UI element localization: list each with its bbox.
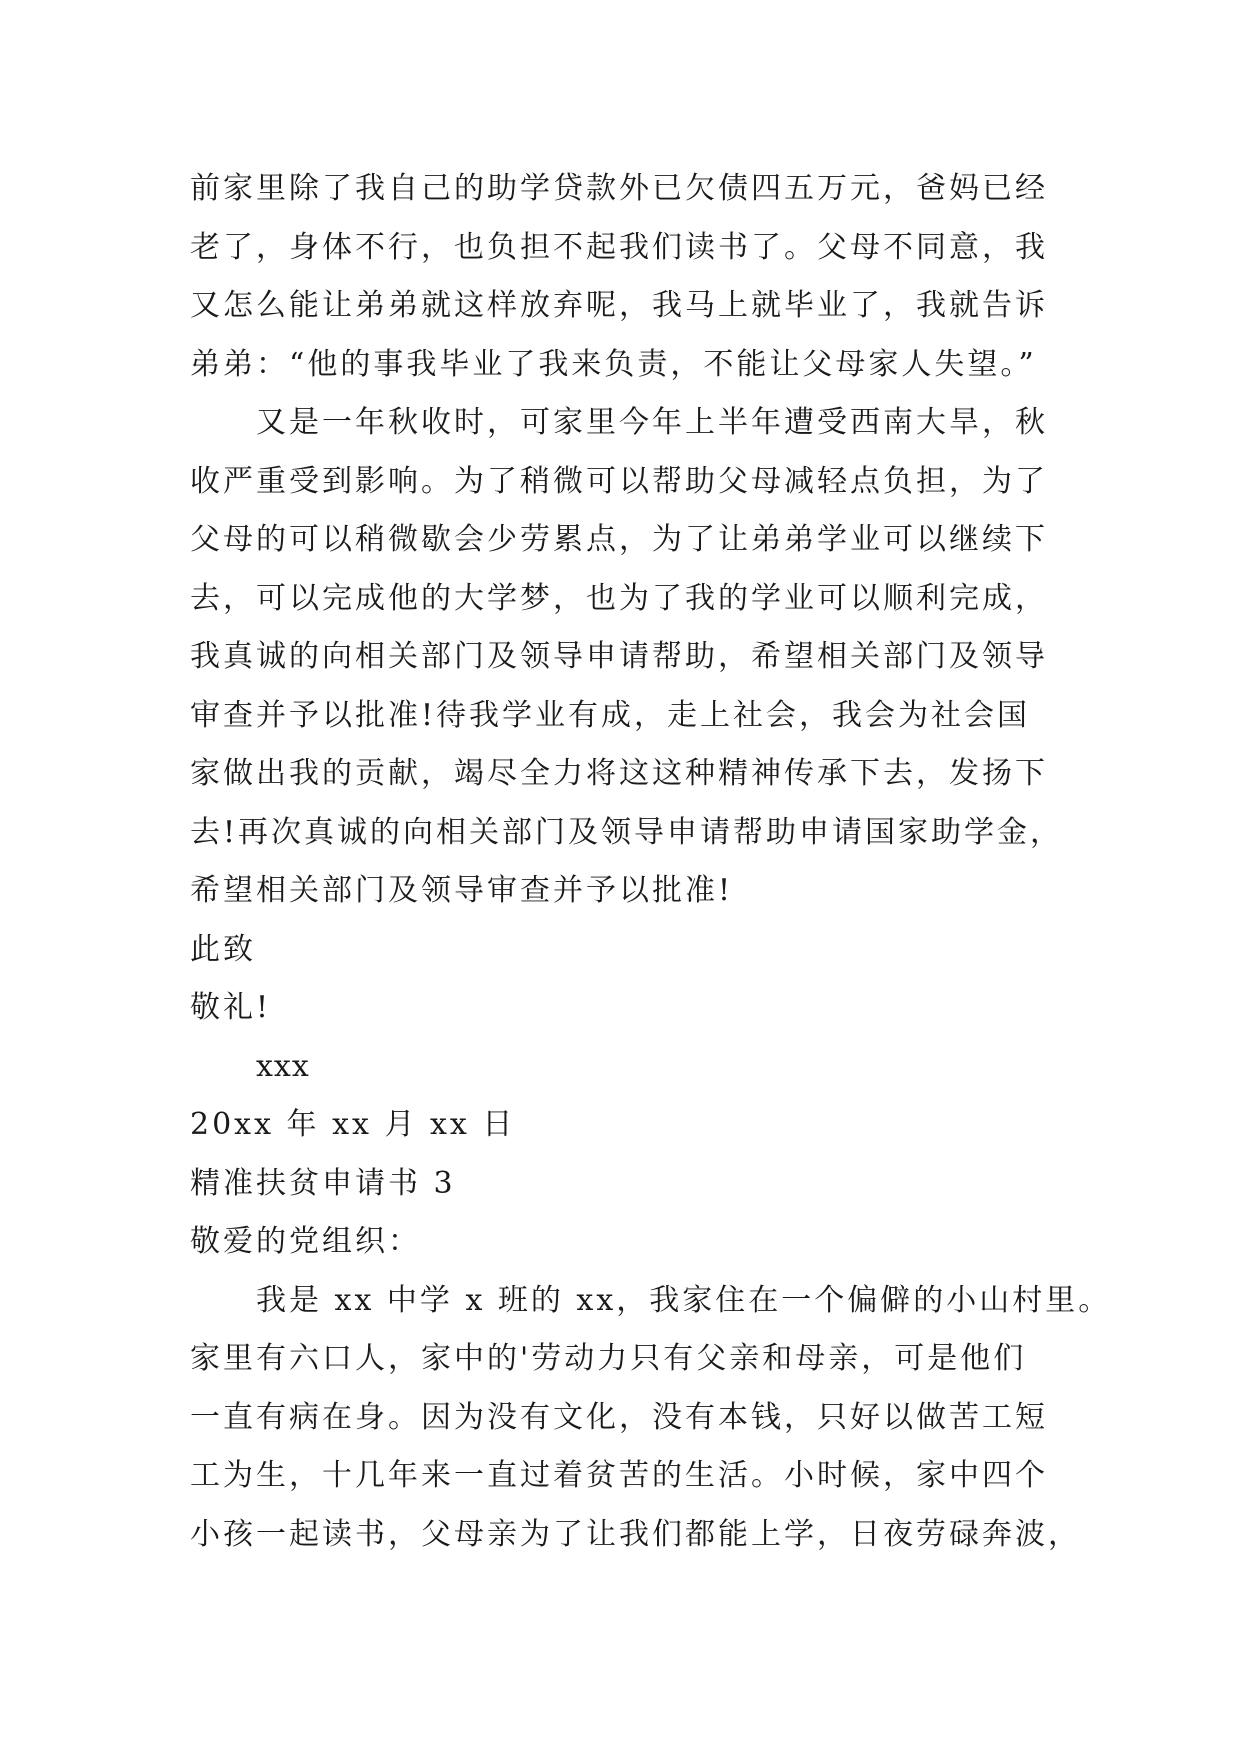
text-line: 收严重受到影响。为了稍微可以帮助父母减轻点负担，为了 <box>190 463 1048 499</box>
text-line: 去，可以完成他的大学梦，也为了我的学业可以顺利完成， <box>190 580 1048 616</box>
text-line: 家做出我的贡献，竭尽全力将这这种精神传承下去，发扬下 <box>190 756 1048 791</box>
closing-regards: 敬礼! <box>190 990 272 1025</box>
paragraph-start-line: 又是一年秋收时，可家里今年上半年遭受西南大旱，秋 <box>256 405 1048 440</box>
closing-salutation: 此致 <box>190 931 256 967</box>
section-title: 精准扶贫申请书 3 <box>190 1165 456 1201</box>
letter-greeting: 敬爱的党组织： <box>190 1224 421 1259</box>
text-line: 又怎么能让弟弟就这样放弃呢，我马上就毕业了，我就告诉 <box>190 288 1048 323</box>
signature-name: xxx <box>256 1048 310 1084</box>
text-line: 工为生，十几年来一直过着贫苦的生活。小时候，家中四个 <box>190 1458 1048 1493</box>
text-line: 前家里除了我自己的助学贷款外已欠债四五万元，爸妈已经 <box>190 171 1048 206</box>
document-body <box>190 160 1112 1564</box>
text-line: 去!再次真诚的向相关部门及领导申请帮助申请国家助学金， <box>190 814 1064 850</box>
text-line: 弟弟：“他的事我毕业了我来负责，不能让父母家人失望。” <box>190 346 1037 382</box>
text-line: 一直有病在身。因为没有文化，没有本钱，只好以做苦工短 <box>190 1399 1048 1435</box>
text-line: 希望相关部门及领导审查并予以批准! <box>190 873 734 908</box>
text-line: 小孩一起读书，父母亲为了让我们都能上学，日夜劳碌奔波， <box>190 1516 1081 1552</box>
text-line: 我真诚的向相关部门及领导申请帮助，希望相关部门及领导 <box>190 639 1048 674</box>
paragraph-start-line: 我是 xx 中学 x 班的 xx，我家住在一个偏僻的小山村里。 <box>256 1282 1112 1318</box>
text-line: 老了，身体不行，也负担不起我们读书了。父母不同意，我 <box>190 229 1048 265</box>
text-line: 审查并予以批准!待我学业有成，走上社会，我会为社会国 <box>190 697 1031 733</box>
text-line: 父母的可以稍微歇会少劳累点，为了让弟弟学业可以继续下 <box>190 522 1048 557</box>
text-line: 家里有六口人，家中的'劳动力只有父亲和母亲，可是他们 <box>190 1341 1027 1376</box>
signature-date: 20xx 年 xx 月 xx 日 <box>190 1107 516 1142</box>
